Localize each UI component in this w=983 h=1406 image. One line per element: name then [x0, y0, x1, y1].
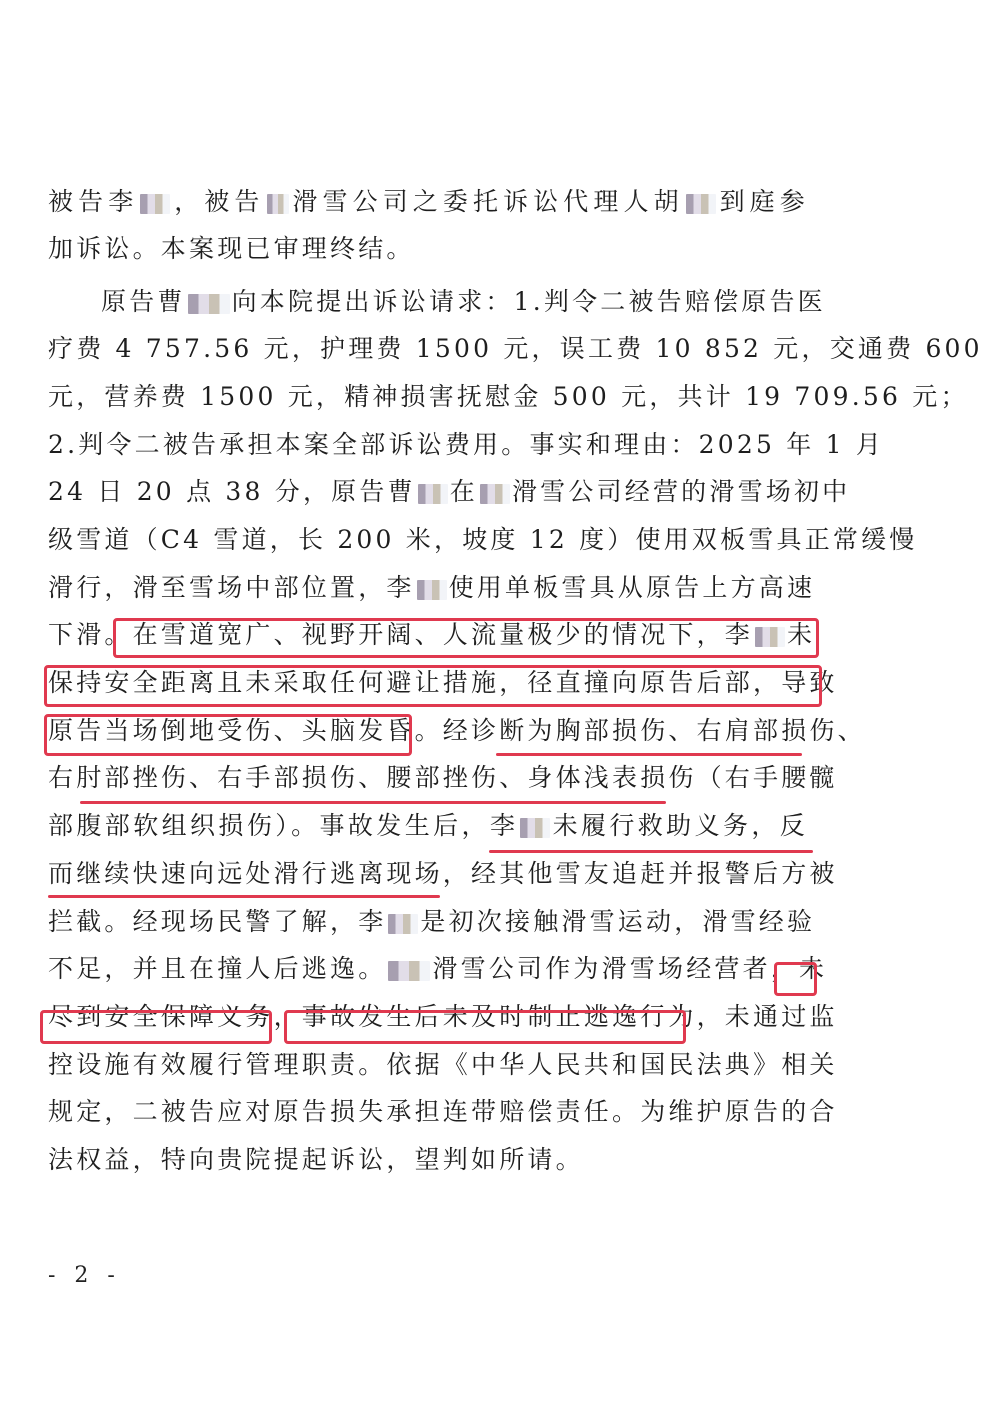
- highlight-box: [40, 1010, 272, 1044]
- redacted-name: [388, 961, 430, 981]
- text-line-10: 下滑。在雪道宽广、视野开阔、人流量极少的情况下，李 未: [48, 620, 816, 649]
- text-line-17: 不足，并且在撞人后逃逸。 滑雪公司作为滑雪场经营者，未: [48, 954, 828, 983]
- page-number: - 2 -: [48, 1263, 121, 1288]
- text-line-3: 原告曹 向本院提出诉讼请求：1.判令二被告赔偿原告医: [101, 287, 826, 316]
- highlight-box: [284, 1010, 686, 1044]
- text-line-12: 原告当场倒地受伤、头脑发昏。经诊断为胸部损伤、右肩部损伤、: [48, 716, 866, 745]
- redacted-name: [418, 484, 448, 504]
- underline: [80, 801, 666, 804]
- redacted-name: [480, 484, 510, 504]
- redacted-name: [188, 294, 230, 314]
- text-line-2: 加诉讼。本案现已审理终结。: [48, 234, 415, 263]
- text-line-6: 2.判令二被告承担本案全部诉讼费用。事实和理由：2025 年 1 月: [48, 430, 885, 459]
- text-line-1: 被告李 ，被告 滑雪公司之委托诉讼代理人胡 到庭参: [48, 187, 808, 216]
- highlight-box: [44, 714, 412, 756]
- text-line-15: 而继续快速向远处滑行逃离现场，经其他雪友追赶并报警后方被: [48, 859, 838, 888]
- text-line-16: 拦截。经现场民警了解，李 是初次接触滑雪运动，滑雪经验: [48, 907, 816, 936]
- text-line-18: 尽到安全保障义务，事故发生后未及时制止逃逸行为，未通过监: [48, 1002, 838, 1031]
- text-line-5: 元，营养费 1500 元，精神损害抚慰金 500 元，共计 19 709.56 元；: [48, 382, 969, 411]
- text-line-4: 疗费 4 757.56 元，护理费 1500 元，误工费 10 852 元，交通费 600: [48, 334, 983, 363]
- text-line-8: 级雪道（C4 雪道，长 200 米，坡度 12 度）使用双板雪具正常缓慢: [48, 525, 918, 554]
- redacted-name: [388, 914, 418, 934]
- underline: [496, 753, 802, 756]
- highlight-box: [113, 618, 819, 658]
- text-line-11: 保持安全距离且未采取任何避让措施，径直撞向原告后部，导致: [48, 668, 838, 697]
- redacted-name: [267, 194, 289, 214]
- text-line-7: 24 日 20 点 38 分，原告曹 在 滑雪公司经营的滑雪场初中: [48, 477, 851, 506]
- text-line-13: 右肘部挫伤、右手部损伤、腰部挫伤、身体浅表损伤（右手腰髋: [48, 763, 838, 792]
- redacted-name: [686, 194, 716, 214]
- text-line-19: 控设施有效履行管理职责。依据《中华人民共和国民法典》相关: [48, 1050, 838, 1079]
- redacted-name: [140, 194, 170, 214]
- text-line-9: 滑行，滑至雪场中部位置，李 使用单板雪具从原告上方高速: [48, 573, 816, 602]
- text-line-21: 法权益，特向贵院提起诉讼，望判如所请。: [48, 1145, 584, 1174]
- underline: [489, 850, 813, 853]
- text-line-20: 规定，二被告应对原告损失承担连带赔偿责任。为维护原告的合: [48, 1097, 838, 1126]
- redacted-name: [520, 818, 550, 838]
- underline: [48, 895, 440, 898]
- redacted-name: [417, 580, 447, 600]
- highlight-box: [44, 665, 838, 707]
- highlight-box: [774, 962, 817, 996]
- text-line-14: 部腹部软组织损伤）。事故发生后，李 未履行救助义务，反: [48, 811, 808, 840]
